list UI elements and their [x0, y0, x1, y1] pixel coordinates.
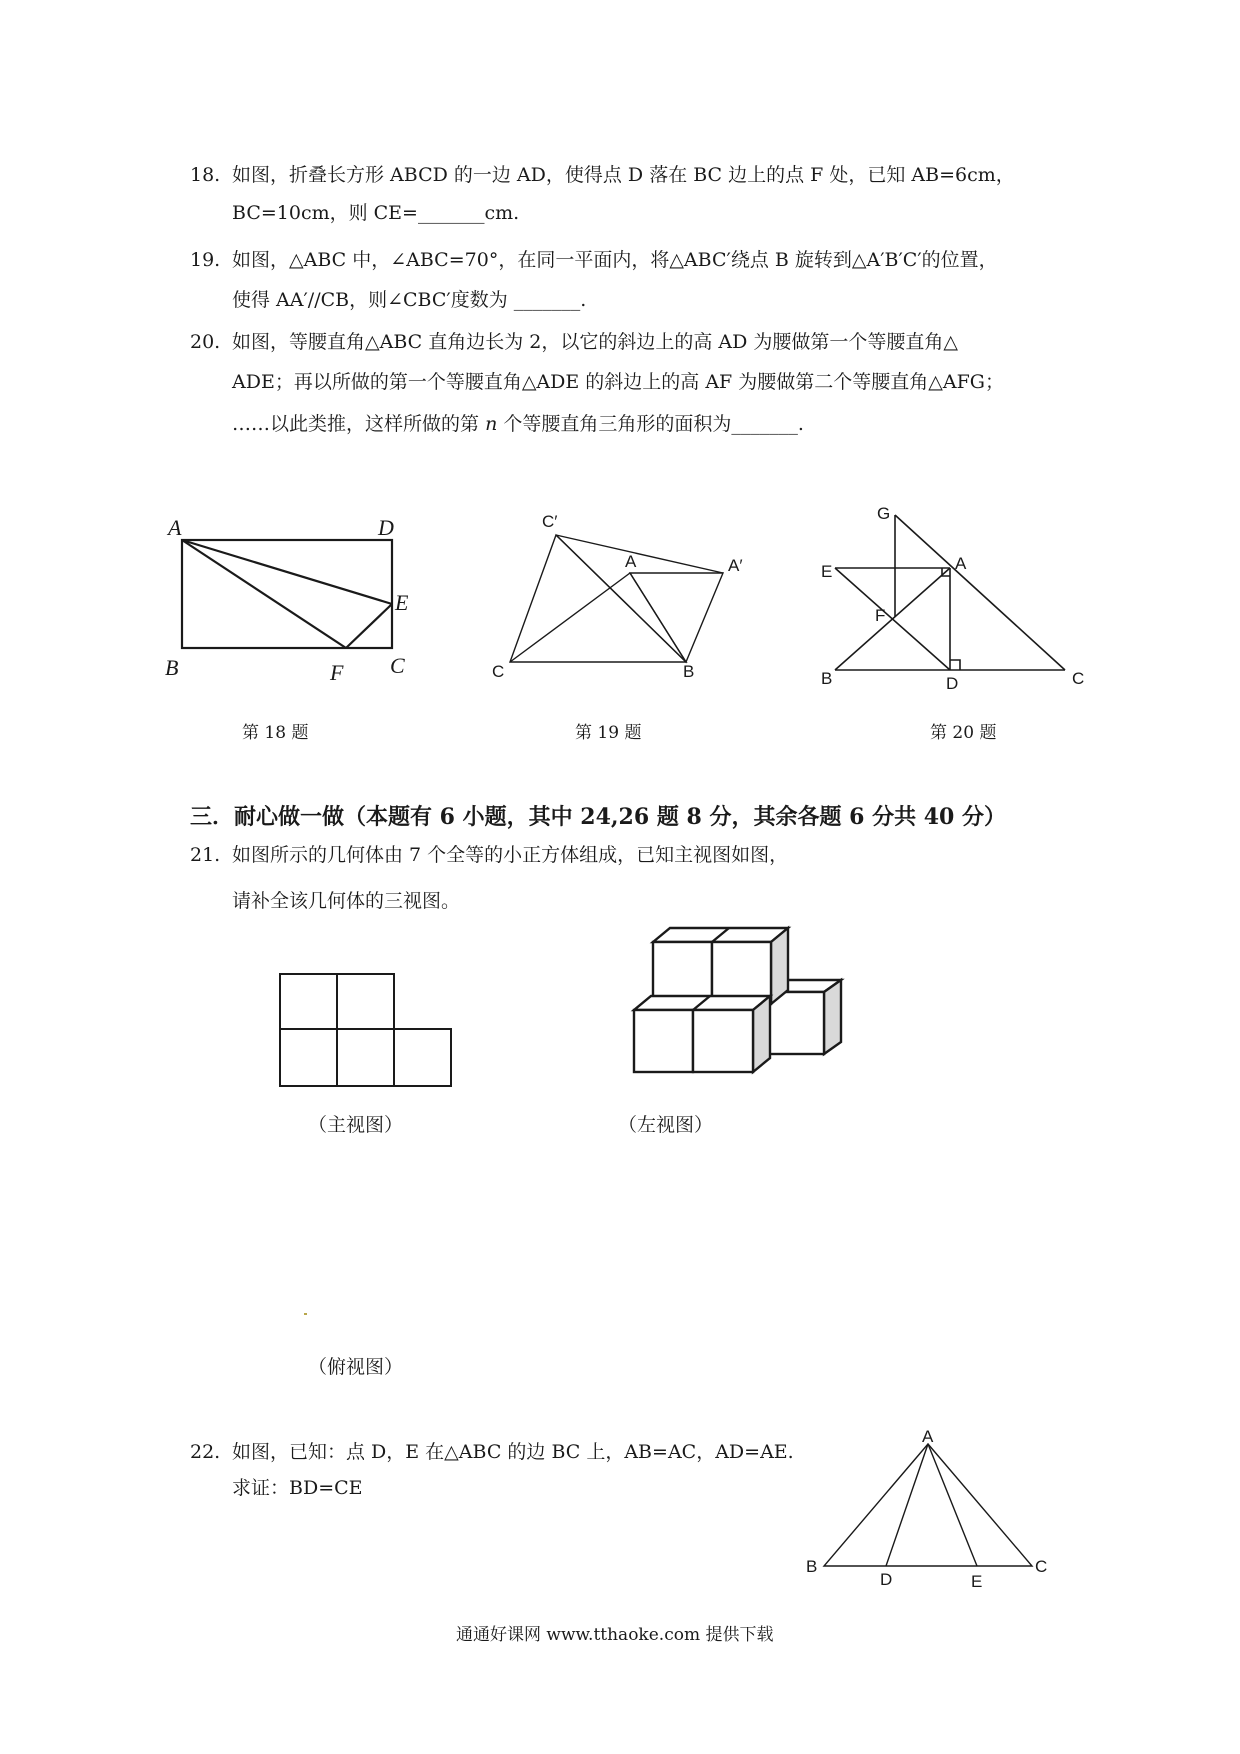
point-label-e: E	[971, 1572, 983, 1590]
front-view-diagram	[278, 972, 458, 1092]
point-label-g: G	[877, 505, 891, 523]
question-number: 18.	[190, 164, 221, 186]
figure-19-caption: 第 19 题	[575, 723, 642, 743]
question-number: 19.	[190, 249, 221, 271]
point-label-a: A	[625, 552, 637, 571]
question-text-line: 求证：BD=CE	[232, 1477, 363, 1499]
point-label-b: B	[683, 662, 695, 681]
point-label-a-prime: A′	[728, 556, 743, 575]
page-footer: 通通好课网 www.tthaoke.com 提供下载	[456, 1625, 774, 1645]
point-label-f: F	[875, 606, 886, 625]
figure-20-diagram	[815, 505, 1095, 705]
segment-af	[182, 540, 346, 648]
point-label-a: A	[955, 554, 967, 573]
question-text-line: 如图，折叠长方形 ABCD 的一边 AD，使得点 D 落在 BC 边上的点 F 处，已知 AB=6cm，	[232, 164, 1015, 186]
figure-22-diagram	[800, 1430, 1060, 1590]
question-text-line: 如图所示的几何体由 7 个全等的小正方体组成，已知主视图如图，	[232, 844, 789, 866]
figure-19-diagram	[480, 505, 780, 685]
point-label-d: D	[880, 1570, 893, 1589]
point-label-a: A	[168, 515, 182, 540]
question-text-line	[232, 412, 804, 436]
point-label-c: C	[1035, 1557, 1048, 1576]
segment-fe	[346, 604, 392, 648]
point-label-c: C	[390, 653, 405, 678]
point-label-e: E	[395, 590, 409, 615]
point-label-a: A	[922, 1430, 934, 1446]
segment-ca	[510, 573, 630, 662]
question-number: 21.	[190, 844, 221, 866]
left-view-diagram	[630, 922, 850, 1092]
question-text-line: 如图，等腰直角△ABC 直角边长为 2，以它的斜边上的高 AD 为腰做第一个等腰直角△	[232, 331, 959, 353]
segment-c-prime-a-prime	[556, 535, 723, 573]
figure-20-caption: 第 20 题	[930, 723, 997, 743]
point-label-b: B	[821, 669, 833, 688]
question-text-segment: ……以此类推，这样所做的第	[232, 413, 480, 435]
point-label-e: E	[821, 562, 833, 581]
point-label-d: D	[378, 515, 394, 540]
question-text-line: 使得 AA′//CB，则∠CBC′度数为 _______.	[232, 289, 587, 311]
point-label-b: B	[165, 655, 179, 680]
figure-18-diagram	[150, 505, 450, 685]
point-label-b: B	[806, 1557, 818, 1576]
point-label-d: D	[946, 674, 959, 693]
variable-n: n	[485, 413, 498, 435]
point-label-f: F	[330, 660, 344, 685]
question-text-line: ADE；再以所做的第一个等腰直角△ADE 的斜边上的高 AF 为腰做第二个等腰直角△AFG；	[232, 371, 1004, 393]
left-view-caption: （左视图）	[618, 1114, 714, 1136]
triangle-a-prime-b-prime	[630, 573, 723, 662]
segment-gc	[895, 515, 1065, 670]
segment-ad	[886, 1444, 928, 1566]
question-text-line: 请补全该几何体的三视图。	[232, 890, 461, 912]
question-text-line: 如图，已知：点 D，E 在△ABC 的边 BC 上，AB=AC，AD=AE.	[232, 1441, 794, 1463]
segment-ae	[928, 1444, 977, 1566]
top-view-caption: （俯视图）	[308, 1356, 404, 1378]
triangle-abc	[824, 1444, 1032, 1566]
front-view-caption: （主视图）	[308, 1114, 404, 1136]
segment-c-prime-b	[556, 535, 686, 662]
figure-18-caption: 第 18 题	[242, 723, 309, 743]
segment-ae	[182, 540, 392, 604]
question-text-segment: 个等腰直角三角形的面积为_______.	[503, 413, 804, 435]
point-label-c: C	[1072, 669, 1085, 688]
scan-dot	[304, 1313, 307, 1315]
question-number: 20.	[190, 331, 221, 353]
section-3-title: 三．耐心做一做（本题有 6 小题，其中 24,26 题 8 分，其余各题 6 分共 40 分）	[190, 804, 1007, 830]
right-angle-mark-d	[950, 660, 960, 670]
segment-ab	[630, 573, 686, 662]
point-label-c-prime: C′	[542, 512, 558, 531]
point-label-c: C	[492, 662, 505, 681]
question-text-line: BC=10cm，则 CE=_______cm.	[232, 202, 520, 224]
question-text-line: 如图，△ABC 中，∠ABC=70°，在同一平面内，将△ABC′绕点 B 旋转到△A′B′C′的位置，	[232, 249, 998, 271]
question-number: 22.	[190, 1441, 221, 1463]
